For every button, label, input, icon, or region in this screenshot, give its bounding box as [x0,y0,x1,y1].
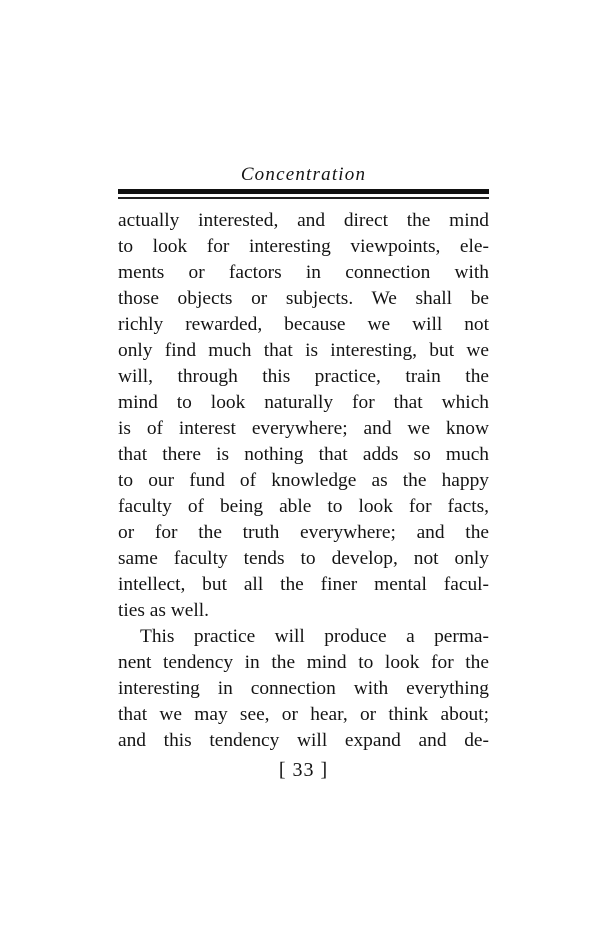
page-number: [ 33 ] [278,759,329,781]
text-line: same faculty tends to develop, not only [118,548,489,569]
text-line: only find much that is interesting, but we [118,340,489,361]
text-line: will, through this practice, train the [118,366,489,387]
text-line: and this tendency will expand and de- [118,730,489,751]
text-line: or for the truth everywhere; and the [118,522,489,543]
text-line: faculty of being able to look for facts, [118,496,489,517]
text-line: is of interest everywhere; and we know [118,418,489,439]
text-line: to look for interesting viewpoints, ele- [118,236,489,257]
text-line: richly rewarded, because we will not [118,314,489,335]
text-line: to our fund of knowledge as the happy [118,470,489,491]
text-line: those objects or subjects. We shall be [118,288,489,309]
text-line-paragraph-start: This practice will produce a perma- [140,626,489,647]
header-rule-thin [118,197,489,199]
text-line: actually interested, and direct the mind [118,210,489,231]
text-line: ties as well. [118,600,210,621]
text-line: ments or factors in connection with [118,262,489,283]
body-text [118,208,489,754]
text-line: nent tendency in the mind to look for the [118,652,489,673]
header-rule-thick [118,189,489,194]
text-line: that there is nothing that adds so much [118,444,489,465]
running-head: Concentration [240,164,367,185]
text-line: intellect, but all the finer mental facul- [118,574,489,595]
text-line: mind to look naturally for that which [118,392,489,413]
text-line: interesting in connection with everything [118,678,489,699]
text-line: that we may see, or hear, or think about; [118,704,489,725]
